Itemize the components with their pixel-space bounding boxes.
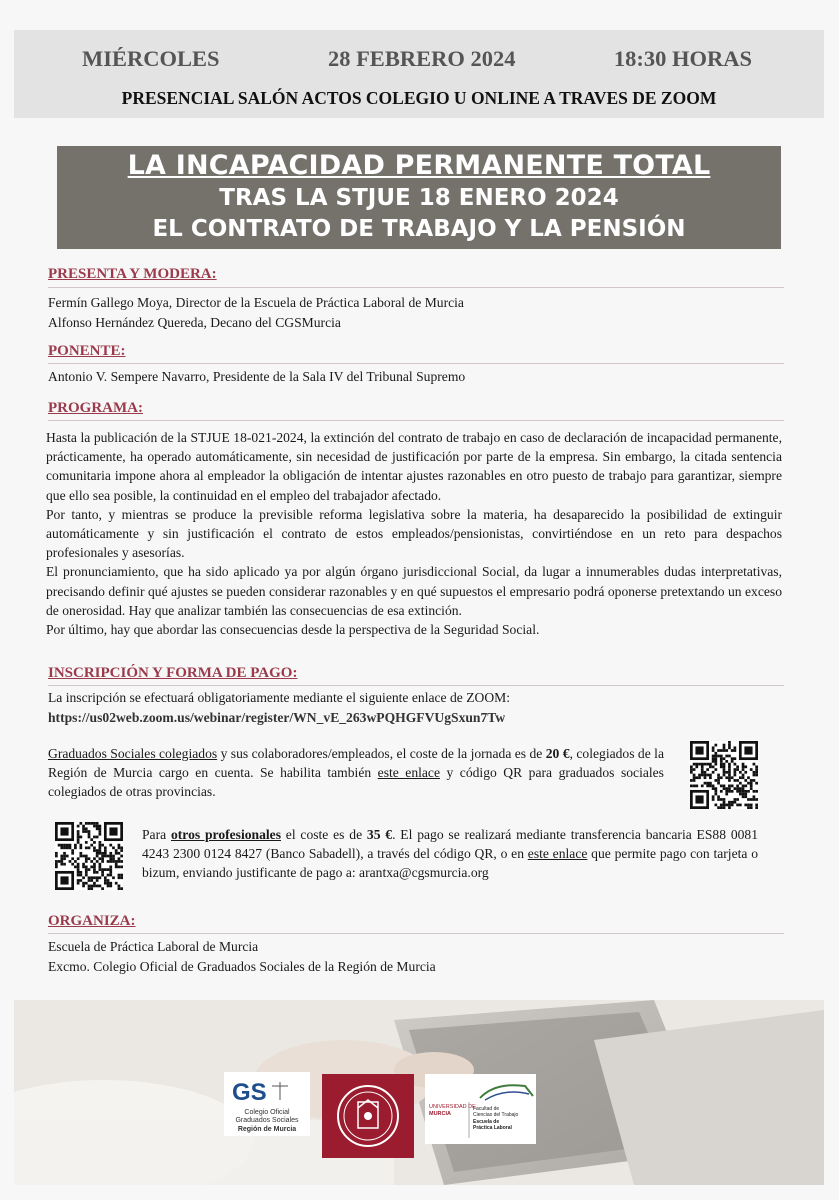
programa-paragraph-2: Por tanto, y mientras se produce la previsible reforma legislativa sobre la materia, ha desaparecido la posibilidad de extinguir automáticamente y sin justificación el contrato de estos empleados/pensionistas, convirtiéndose en un reto para despachos profesionales y asesorías.	[46, 506, 782, 561]
organizer-1: Escuela de Práctica Laboral de Murcia	[48, 939, 259, 954]
graduados-qr-code[interactable]	[690, 741, 758, 809]
inscripcion-intro: La inscripción se efectuará obligatoriamente mediante el siguiente enlace de ZOOM:	[48, 690, 510, 705]
inscripcion-heading: INSCRIPCIÓN Y FORMA DE PAGO:	[48, 665, 298, 681]
title-line-2: TRAS LA STJUE 18 ENERO 2024	[219, 185, 619, 211]
speaker: Antonio V. Sempere Navarro, Presidente de la Sala IV del Tribunal Supremo	[48, 369, 466, 384]
svg-text:MURCIA: MURCIA	[429, 1111, 451, 1117]
svg-text:Colegio Oficial: Colegio Oficial	[244, 1109, 290, 1116]
otros-enlace-link[interactable]: este enlace	[527, 846, 588, 862]
svg-text:Ciencias del Trabajo: Ciencias del Trabajo	[473, 1112, 519, 1118]
title-line-1: LA INCAPACIDAD PERMANENTE TOTAL	[127, 150, 711, 181]
otros-qr-code[interactable]	[55, 822, 123, 890]
presenta-heading: PRESENTA Y MODERA:	[48, 266, 217, 282]
event-day: MIÉRCOLES	[82, 46, 220, 71]
programa-paragraph-4: Por último, hay que abordar las consecuencias desde la perspectiva de la Seguridad Social.	[46, 622, 540, 638]
event-date-row	[14, 42, 824, 76]
organizer-2: Excmo. Colegio Oficial de Graduados Sociales de la Región de Murcia	[48, 959, 436, 974]
footer-photo	[14, 1000, 824, 1185]
cgs-logo-letters: GS	[232, 1079, 267, 1106]
cgs-logo	[224, 1072, 310, 1136]
programa-heading: PROGRAMA:	[48, 400, 143, 416]
zoom-register-link[interactable]: https://us02web.zoom.us/webinar/register/WN_vE_263wPQHGFVUgSxun7Tw	[48, 710, 506, 725]
otros-price: 35 €	[366, 827, 393, 842]
programa-text	[46, 428, 782, 639]
event-date: 28 FEBRERO 2024	[327, 46, 516, 71]
divider	[48, 363, 784, 364]
graduados-pricing: Graduados Sociales colegiados y sus colaboradores/empleados, el coste de la jornada es de 20 €, colegiados de la Región de Murcia cargo en cuenta. Se habilita también este enlace y código QR para graduados sociales colegiados de otras provincias.	[48, 746, 664, 800]
laptop-photo-illustration	[14, 1000, 824, 1185]
svg-text:Escuela de: Escuela de	[473, 1119, 500, 1125]
divider	[48, 420, 784, 421]
seal-icon	[322, 1074, 414, 1158]
graduados-price: 20 €	[545, 746, 570, 761]
svg-text:Facultad de: Facultad de	[473, 1106, 500, 1112]
svg-text:Práctica Laboral: Práctica Laboral	[473, 1125, 512, 1131]
graduados-link[interactable]: Graduados Sociales colegiados	[48, 746, 218, 761]
divider	[48, 933, 784, 934]
organiza-heading: ORGANIZA:	[48, 913, 136, 929]
divider	[48, 287, 784, 288]
programa-paragraph-3: El pronunciamiento, que ha sido aplicado ya por algún órgano jurisdiccional Social, da lugar a innumerables dudas interpretativas, precisando definir qué ajustes se pueden considerar razonables y en qué supuestos el empresario podrá oponerse pretextando un exceso de onerosidad. Hay que analizar también las consecuencias de esa extinción.	[46, 564, 782, 618]
programa-paragraph-1: Hasta la publicación de la STJUE 18-021-2024, la extinción del contrato de trabajo en caso de declaración de incapacidad permanente, prácticamente, ha operado automáticamente, sin necesidad de justificación por parte de la empresa. Sin embargo, la citada sentencia comunitaria impone ahora al empleador la obligación de intentar ajustes razonables en otro puesto de trabajo para garantizar, siempre que ello sea posible, la continuidad en el empleo del trabajador afectado.	[46, 430, 782, 503]
title-line-3: EL CONTRATO DE TRABAJO Y LA PENSIÓN	[152, 216, 686, 242]
svg-text:UNIVERSIDAD DE: UNIVERSIDAD DE	[429, 1104, 476, 1110]
moderator-1: Fermín Gallego Moya, Director de la Escuela de Práctica Laboral de Murcia	[48, 295, 464, 310]
university-seal-logo	[322, 1074, 414, 1158]
otros-profesionales-link[interactable]: otros profesionales	[170, 827, 281, 842]
umu-logo	[425, 1074, 536, 1144]
svg-text:Graduados Sociales: Graduados Sociales	[235, 1117, 299, 1124]
event-venue: PRESENCIAL SALÓN ACTOS COLEGIO U ONLINE A TRAVES DE ZOOM	[121, 88, 717, 108]
moderator-2: Alfonso Hernández Quereda, Decano del CGSMurcia	[48, 315, 341, 330]
graduados-enlace-link[interactable]: este enlace	[377, 765, 440, 781]
ponente-heading: PONENTE:	[48, 343, 126, 359]
cgs-logo-mark	[224, 1072, 310, 1136]
title-banner	[57, 146, 781, 249]
umu-logo-mark	[425, 1074, 536, 1144]
otros-pricing: Para otros profesionales el coste es de 35 €. El pago se realizará mediante transferencia bancaria ES88 0081 4243 2300 0124 8427 (Banco Sabadell), a través del código QR, o en este enlace que permite pago con tarjeta o bizum, enviando justificante de pago a: arantxa@cgsmurcia.org	[142, 827, 759, 881]
event-time: 18:30 HORAS	[613, 46, 752, 71]
divider	[48, 685, 784, 686]
svg-text:Región de Murcia: Región de Murcia	[237, 1126, 297, 1133]
